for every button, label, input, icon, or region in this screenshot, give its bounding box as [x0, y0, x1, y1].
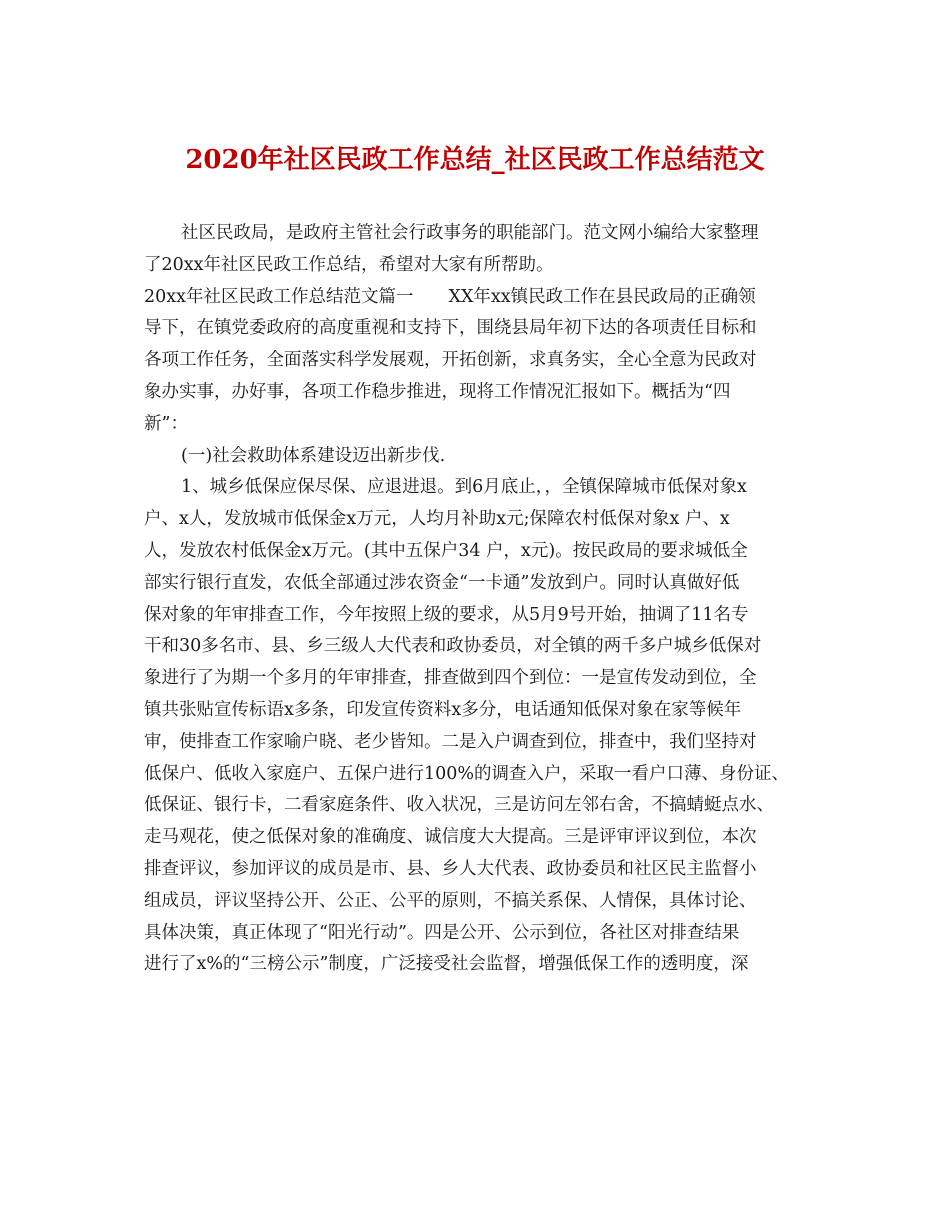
paragraph-line: 了20xx年社区民政工作总结，希望对大家有所帮助。: [144, 254, 554, 275]
paragraph-line: 走马观花，使之低保对象的准确度、诚信度大大提高。三是评审评议到位，本次: [144, 827, 757, 848]
paragraph-line: 具体决策，真正体现了“阳光行动”。四是公开、公示到位，各社区对排查结果: [144, 922, 740, 943]
paragraph-line: 组成员，评议坚持公开、公正、公平的原则，不搞关系保、人情保，具体讨论、: [144, 890, 757, 911]
paragraph-line: 各项工作任务，全面落实科学发展观，开拓创新，求真务实，全心全意为民政对: [144, 350, 757, 371]
paragraph-line: 人，发放农村低保金x万元。(其中五保户34 户，x元)。按民政局的要求城低全: [144, 540, 748, 561]
paragraph-line: 保对象的年审排查工作，今年按照上级的要求，从5月9号开始，抽调了11名专: [144, 604, 749, 625]
paragraph-line: 社区民政局，是政府主管社会行政事务的职能部门。范文网小编给大家整理: [181, 223, 759, 243]
paragraph-line: 户、x人，发放城市低保金x万元，人均月补助x元;保障农村低保对象x 户、x: [144, 509, 730, 530]
paragraph-line: 1、城乡低保应保尽保、应退进退。到6月底止，，全镇保障城市低保对象x: [181, 477, 747, 498]
paragraph-line: 低保户、低收入家庭户、五保户进行100%的调查入户，采取一看户口薄、身份证、: [144, 763, 790, 784]
paragraph-line: 低保证、银行卡，二看家庭条件、收入状况，三是访问左邻右舍，不搞蜻蜓点水、: [144, 795, 774, 816]
paragraph-line: 新”：: [144, 413, 188, 434]
paragraph-line: 象办实事，办好事，各项工作稳步推进，现将工作情况汇报如下。概括为“四: [144, 381, 731, 402]
paragraph-line: 象进行了为期一个多月的年审排查，排查做到四个到位：一是宣传发动到位，全: [144, 668, 757, 689]
paragraph-line: 排查评议，参加评议的成员是市、县、乡人大代表、政协委员和社区民主监督小: [144, 858, 757, 879]
paragraph-line: 镇共张贴宣传标语x多条，印发宣传资料x多分，电话通知低保对象在家等候年: [144, 699, 742, 720]
paragraph-line: 干和30多名市、县、乡三级人大代表和政协委员，对全镇的两千多户城乡低保对: [144, 636, 762, 657]
document-body: [144, 218, 814, 981]
paragraph-line: 部实行银行直发，农低全部通过涉农资金“一卡通”发放到户。同时认真做好低: [144, 572, 740, 593]
section-heading: (一)社会救助体系建设迈出新步伐.: [181, 445, 446, 466]
paragraph-line: 20xx年社区民政工作总结范文篇一 XX年xx镇民政工作在县民政局的正确领: [144, 286, 756, 307]
paragraph-line: 进行了x%的“三榜公示”制度，广泛接受社会监督，增强低保工作的透明度，深: [144, 954, 749, 975]
paragraph-line: 审，使排查工作家喻户晓、老少皆知。二是入户调查到位，排查中，我们坚持对: [144, 731, 757, 752]
paragraph-line: 导下，在镇党委政府的高度重视和支持下，围绕县局年初下达的各项责任目标和: [144, 318, 757, 339]
page-title: 2020年社区民政工作总结_社区民政工作总结范文: [185, 145, 765, 175]
